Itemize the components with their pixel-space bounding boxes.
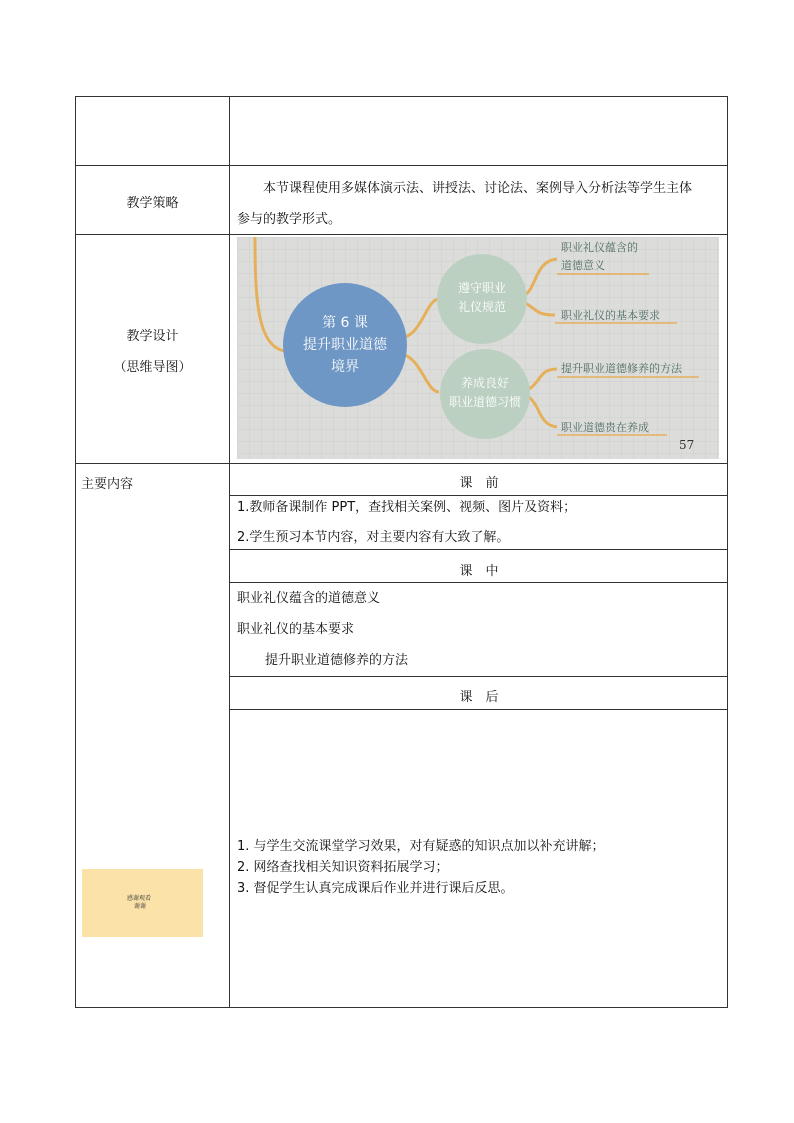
row-divider	[229, 582, 728, 583]
subtopic-circle	[437, 254, 527, 344]
before-class-header: 课 前	[459, 476, 499, 491]
center-topic-line2: 提升职业道德	[303, 337, 387, 353]
row-divider	[75, 463, 728, 464]
row-divider	[75, 165, 728, 166]
mindmap-graphic	[237, 237, 719, 459]
leaf3: 提升职业道德修养的方法	[561, 362, 682, 375]
sticky-note-image	[82, 869, 203, 937]
subtopic1-line2: 礼仪规范	[457, 300, 507, 314]
before-class-item: 1.教师备课制作 PPT，查找相关案例、视频、图片及资料；	[237, 500, 577, 515]
leaf1-line1: 职业礼仪蕴含的	[561, 241, 638, 254]
during-class-item: 提升职业道德修养的方法	[265, 653, 409, 668]
during-class-item: 职业礼仪的基本要求	[237, 622, 355, 637]
row-divider	[229, 549, 728, 550]
strategy-text-line1: 本节课程使用多媒体演示法、讲授法、讨论法、案例导入分析法等学生主体	[263, 181, 693, 196]
center-topic-line3: 境界	[331, 359, 359, 375]
row-divider	[229, 709, 728, 710]
design-sublabel: （思维导图）	[113, 360, 192, 375]
subtopic2-line1: 养成良好	[460, 376, 510, 390]
after-class-item: 1. 与学生交流课堂学习效果，对有疑惑的知识点加以补充讲解；	[237, 839, 605, 854]
leaf2: 职业礼仪的基本要求	[561, 309, 660, 322]
design-label: 教学设计	[126, 329, 179, 344]
leaf1-line2: 道德意义	[561, 259, 605, 272]
row-divider	[75, 234, 728, 235]
after-class-header: 课 后	[459, 690, 499, 705]
mindmap-image	[237, 237, 719, 459]
column-divider	[229, 96, 230, 1008]
strategy-label: 教学策略	[126, 196, 179, 211]
page-number: 57	[679, 438, 695, 452]
subtopic1-line1: 遵守职业	[457, 281, 507, 295]
during-class-item: 职业礼仪蕴含的道德意义	[237, 591, 381, 606]
during-class-header: 课 中	[459, 564, 499, 579]
center-topic-line1: 第 6 课	[322, 315, 368, 331]
subtopic2-line2: 职业道德习惯	[448, 395, 522, 409]
sticky-note-line2: 谢谢	[134, 903, 147, 910]
after-class-item: 2. 网络查找相关知识资料拓展学习；	[237, 860, 449, 875]
sticky-note-line1: 感谢观看	[127, 895, 152, 902]
row-divider	[229, 495, 728, 496]
after-class-item: 3. 督促学生认真完成课后作业并进行课后反思。	[237, 881, 514, 896]
strategy-text-line2: 参与的教学形式。	[237, 212, 342, 227]
row-divider	[229, 676, 728, 677]
before-class-item: 2.学生预习本节内容，对主要内容有大致了解。	[237, 530, 510, 545]
main-content-label: 主要内容	[81, 477, 134, 492]
subtopic-circle	[440, 349, 530, 439]
leaf4: 职业道德贵在养成	[561, 421, 649, 434]
